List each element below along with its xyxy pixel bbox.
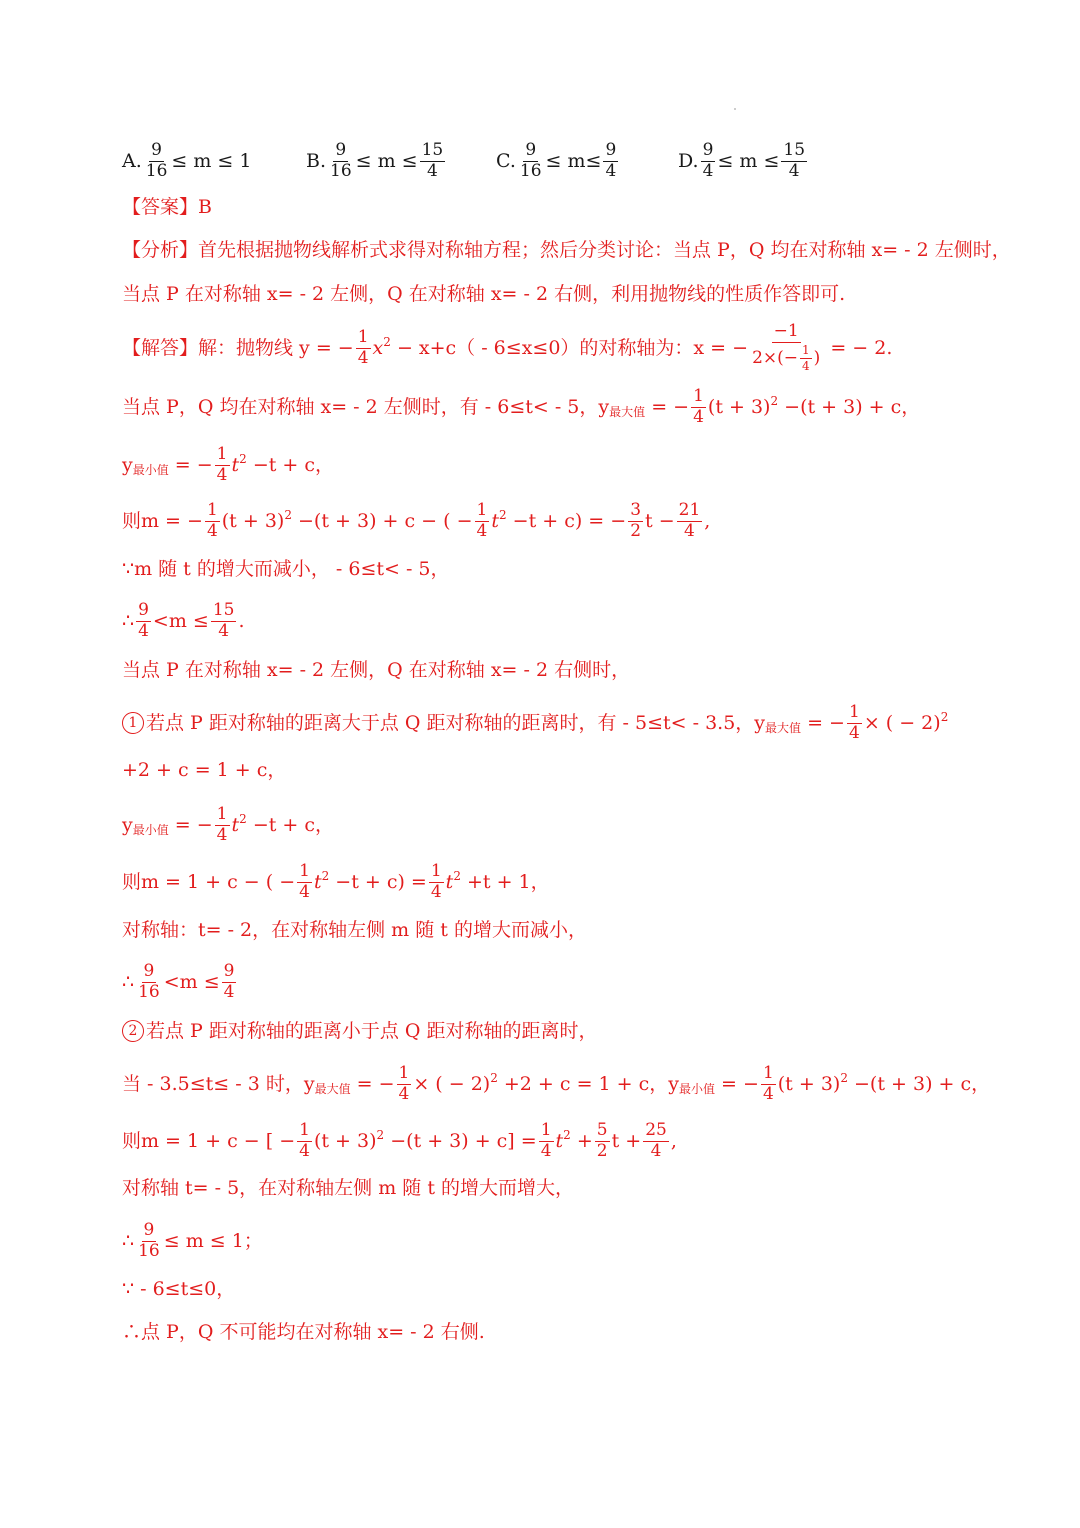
denominator: 4 <box>762 1083 774 1104</box>
math-text: . <box>238 609 245 632</box>
analysis-line-1 <box>122 241 1011 260</box>
option-c-label: C. <box>496 150 516 172</box>
solution-tag: 【解答】 <box>122 336 199 359</box>
fraction <box>595 1119 610 1161</box>
fraction <box>518 139 544 181</box>
option-c <box>496 136 620 186</box>
numerator: 1 <box>848 701 860 722</box>
solution-line-1 <box>122 322 892 374</box>
analysis-tag: 【分析】 <box>122 239 199 261</box>
math-text: +2 + c = 1 + c，y <box>497 1072 679 1095</box>
solution-line-7 <box>122 661 630 680</box>
math-text: − x+c（ - 6≤x≤0）的对称轴为：x = − <box>390 336 749 359</box>
math-text: 则m = − <box>122 509 203 532</box>
denominator: 4 <box>299 1140 310 1161</box>
option-a <box>122 136 251 186</box>
math-text: y <box>122 813 133 836</box>
math-text: ∵ - 6≤t≤0， <box>122 1278 236 1300</box>
exponent: 2 <box>239 812 247 826</box>
solution-line-16 <box>122 1118 677 1164</box>
math-text: ∴ <box>122 970 135 993</box>
denominator: 4 <box>299 881 310 902</box>
option-b <box>306 136 447 186</box>
numerator: 1 <box>540 1119 552 1140</box>
fraction <box>677 499 703 541</box>
fraction <box>475 499 490 541</box>
fraction <box>356 326 371 368</box>
math-text: x <box>372 336 384 359</box>
math-text: ∴ <box>122 609 135 632</box>
exponent: 2 <box>321 869 330 883</box>
fraction <box>136 1219 162 1261</box>
math-text: −(t + 3) + c， <box>778 395 921 418</box>
math-text: 对称轴 t= - 5，在对称轴左侧 m 随 t 的增大而增大， <box>122 1177 574 1199</box>
fraction <box>144 139 170 181</box>
denominator <box>750 343 822 372</box>
numerator: 25 <box>645 1119 667 1140</box>
numerator: 1 <box>357 326 369 347</box>
solution-line-2 <box>122 384 920 430</box>
math-text: ∵m 随 t 的增大而减小， - 6≤t< - 5， <box>122 558 450 580</box>
solution-line-8 <box>122 700 948 746</box>
solution-line-17 <box>122 1179 574 1198</box>
fraction <box>420 139 446 181</box>
math-text: −(t + 3) + c] = <box>384 1129 537 1152</box>
denominator: 4 <box>430 881 442 902</box>
denominator: 4 <box>427 160 438 181</box>
fraction <box>429 860 444 902</box>
numerator: 1 <box>398 1062 410 1083</box>
fraction <box>847 701 862 743</box>
answer-line <box>122 198 212 217</box>
math-text: , <box>704 509 711 532</box>
fraction <box>800 344 812 372</box>
denominator: 4 <box>540 1140 552 1161</box>
numerator: 9 <box>605 139 617 160</box>
math-text: <m ≤ <box>163 970 220 993</box>
fraction <box>222 960 237 1002</box>
math-text: × ( − 2) <box>413 1072 491 1095</box>
exponent: 2 <box>498 508 507 522</box>
solution-line-3 <box>122 442 334 488</box>
numerator: 1 <box>216 803 228 824</box>
denominator: 4 <box>802 358 810 373</box>
numerator: 9 <box>143 1219 155 1240</box>
math-text: 则m = 1 + c − [ − <box>122 1129 296 1152</box>
fraction <box>643 1119 669 1161</box>
math-text: t <box>231 453 240 476</box>
denominator: 4 <box>216 464 228 485</box>
denominator: 2 <box>630 520 642 541</box>
numerator: 1 <box>762 1062 774 1083</box>
subscript: 最大值 <box>765 721 802 735</box>
math-text: = − <box>715 1072 759 1095</box>
numerator: 1 <box>802 343 810 358</box>
denominator: 16 <box>145 160 168 181</box>
math-text: ≤ m ≤ 1； <box>163 1229 263 1252</box>
math-text: 当点 P，Q 均在对称轴 x= - 2 左侧时，有 - 6≤t< - 5，y <box>122 395 610 418</box>
option-a-text: ≤ m ≤ 1 <box>171 150 252 172</box>
math-text: = − <box>801 711 845 734</box>
math-text: (t + 3) <box>707 395 771 418</box>
subscript: 最小值 <box>132 463 169 477</box>
option-b-label: B. <box>306 150 327 172</box>
math-text: +2 + c = 1 + c， <box>122 759 287 781</box>
denominator: 4 <box>702 160 714 181</box>
numerator: 3 <box>630 499 642 520</box>
solution-line-4 <box>122 498 710 544</box>
exponent: 2 <box>940 710 949 724</box>
math-text: × ( − 2) <box>863 711 941 734</box>
math-text: t <box>231 813 240 836</box>
math-text: −(t + 3) + c， <box>847 1072 991 1095</box>
math-text: = − 2. <box>824 336 893 359</box>
fraction <box>750 323 822 372</box>
fraction <box>781 139 807 181</box>
option-b-text: ≤ m ≤ <box>355 150 418 172</box>
denominator: 4 <box>684 520 695 541</box>
fraction <box>628 499 643 541</box>
fraction <box>211 599 237 641</box>
math-text: t + <box>611 1129 642 1152</box>
circled-number: 2 <box>122 1020 144 1042</box>
solution-line-14 <box>122 1020 598 1042</box>
solution-line-13 <box>122 959 238 1005</box>
exponent: 2 <box>383 335 391 349</box>
numerator: 1 <box>206 499 218 520</box>
circled-number: 1 <box>122 712 144 734</box>
solution-line-11 <box>122 859 550 905</box>
subscript: 最大值 <box>314 1082 351 1096</box>
solution-line-6 <box>122 598 245 644</box>
denominator: 4 <box>138 620 149 641</box>
denominator: 4 <box>693 406 704 427</box>
numerator: 1 <box>299 860 310 881</box>
math-text: <m ≤ <box>152 609 209 632</box>
numerator: 9 <box>143 960 155 981</box>
numerator: 9 <box>151 139 162 160</box>
math-text: −(t + 3) + c − ( − <box>291 509 473 532</box>
math-text: −t + c) = <box>329 870 427 893</box>
denominator: 4 <box>223 981 235 1002</box>
solution-line-12 <box>122 921 587 940</box>
math-text: + <box>570 1129 593 1152</box>
subscript: 最小值 <box>679 1082 716 1096</box>
fraction <box>297 860 312 902</box>
choice-options <box>122 136 942 186</box>
exponent: 2 <box>376 1128 385 1142</box>
math-text: 当点 P 在对称轴 x= - 2 左侧，Q 在对称轴 x= - 2 右侧时， <box>122 659 631 681</box>
numerator: 9 <box>702 139 714 160</box>
fraction <box>328 139 354 181</box>
numerator: 9 <box>525 139 537 160</box>
denominator: 16 <box>330 160 352 181</box>
numerator: 15 <box>421 139 444 160</box>
math-text: t <box>313 870 322 893</box>
solution-line-5 <box>122 560 450 579</box>
math-text: −t + c， <box>246 453 335 476</box>
fraction <box>136 960 162 1002</box>
math-text: t <box>555 1129 564 1152</box>
numerator: 1 <box>299 1119 310 1140</box>
fraction <box>761 1062 776 1104</box>
fraction <box>215 803 230 845</box>
fraction <box>701 139 716 181</box>
denominator: 16 <box>138 1240 160 1261</box>
math-text: = − <box>168 813 213 836</box>
math-text: = − <box>168 453 213 476</box>
denominator: 4 <box>788 160 800 181</box>
denominator: 4 <box>398 1083 410 1104</box>
subscript: 最大值 <box>609 405 646 419</box>
exponent: 2 <box>284 508 292 522</box>
numerator: 1 <box>476 499 488 520</box>
numerator: −1 <box>773 321 799 342</box>
solution-line-15 <box>122 1061 990 1107</box>
math-text: (t + 3) <box>313 1129 377 1152</box>
solution-line-19 <box>122 1280 235 1299</box>
option-d-text: ≤ m ≤ <box>717 150 780 172</box>
exponent: 2 <box>239 452 247 466</box>
math-text: ) <box>813 347 821 368</box>
denominator: 4 <box>848 722 860 743</box>
fraction <box>397 1062 412 1104</box>
denominator: 4 <box>650 1140 662 1161</box>
option-d-label: D. <box>678 150 699 172</box>
math-text: = − <box>350 1072 395 1095</box>
exponent: 2 <box>563 1128 571 1142</box>
denominator: 4 <box>357 347 369 368</box>
option-a-label: A. <box>122 150 142 172</box>
answer-tag: 【答案】 <box>122 196 199 218</box>
answer-value: B <box>198 196 212 218</box>
math-text: (t + 3) <box>221 509 285 532</box>
denominator: 2 <box>596 1140 608 1161</box>
exponent: 2 <box>453 869 461 883</box>
math-text: ∴ <box>122 1229 135 1252</box>
math-text: = − <box>645 395 690 418</box>
denominator: 16 <box>519 160 542 181</box>
fraction <box>205 499 220 541</box>
numerator: 1 <box>430 860 442 881</box>
scan-speck <box>734 108 736 110</box>
numerator: 9 <box>335 139 347 160</box>
math-text: ∴点 P，Q 不可能均在对称轴 x= - 2 右侧. <box>122 1321 485 1343</box>
fraction <box>539 1119 554 1161</box>
numerator: 15 <box>212 599 235 620</box>
fraction <box>603 139 618 181</box>
math-text: 2×(− <box>752 347 798 368</box>
math-text: t − <box>645 509 675 532</box>
denominator: 4 <box>605 160 617 181</box>
math-text: 当 - 3.5≤t≤ - 3 时，y <box>122 1072 315 1095</box>
fraction <box>297 1119 312 1161</box>
math-text: t <box>445 870 454 893</box>
math-text: t <box>491 509 499 532</box>
math-text: (t + 3) <box>777 1072 841 1095</box>
math-text: 则m = 1 + c − ( − <box>122 870 296 893</box>
denominator: 4 <box>476 520 488 541</box>
math-text: −t + c) = − <box>506 509 627 532</box>
fraction <box>691 385 706 427</box>
fraction <box>215 443 230 485</box>
option-d <box>678 136 809 186</box>
denominator: 4 <box>216 824 228 845</box>
analysis-text: 当点 P 在对称轴 x= - 2 左侧，Q 在对称轴 x= - 2 右侧，利用抛物线的性质作答即可. <box>122 283 846 305</box>
denominator: 16 <box>138 981 160 1002</box>
math-text: 解：抛物线 y = − <box>198 336 354 359</box>
solution-line-18 <box>122 1218 263 1264</box>
math-text: y <box>122 453 133 476</box>
solution-line-9 <box>122 761 286 780</box>
numerator: 5 <box>596 1119 608 1140</box>
math-text: 若点 P 距对称轴的距离小于点 Q 距对称轴的距离时， <box>146 1019 598 1042</box>
solution-line-20 <box>122 1323 485 1342</box>
option-c-text: ≤ m≤ <box>545 150 602 172</box>
math-text: 若点 P 距对称轴的距离大于点 Q 距对称轴的距离时，有 - 5≤t< - 3.5，y <box>146 711 766 734</box>
numerator: 1 <box>216 443 228 464</box>
math-text: +t + 1， <box>460 870 550 893</box>
analysis-line-2 <box>122 285 845 304</box>
numerator: 9 <box>138 599 149 620</box>
denominator: 4 <box>218 620 230 641</box>
math-text: −t + c， <box>246 813 335 836</box>
analysis-text: 首先根据抛物线解析式求得对称轴方程；然后分类讨论：当点 P，Q 均在对称轴 x= - 2 左侧时， <box>198 239 1011 261</box>
subscript: 最小值 <box>132 823 169 837</box>
numerator: 21 <box>678 499 701 520</box>
exponent: 2 <box>770 394 779 408</box>
denominator: 4 <box>206 520 218 541</box>
exponent: 2 <box>840 1071 848 1085</box>
fraction <box>136 599 151 641</box>
solution-line-10 <box>122 802 334 848</box>
numerator: 15 <box>783 139 806 160</box>
numerator: 9 <box>223 960 235 981</box>
numerator: 1 <box>693 385 704 406</box>
math-text: , <box>670 1129 677 1152</box>
math-text: 对称轴：t= - 2，在对称轴左侧 m 随 t 的增大而减小， <box>122 919 587 941</box>
exponent: 2 <box>490 1071 498 1085</box>
